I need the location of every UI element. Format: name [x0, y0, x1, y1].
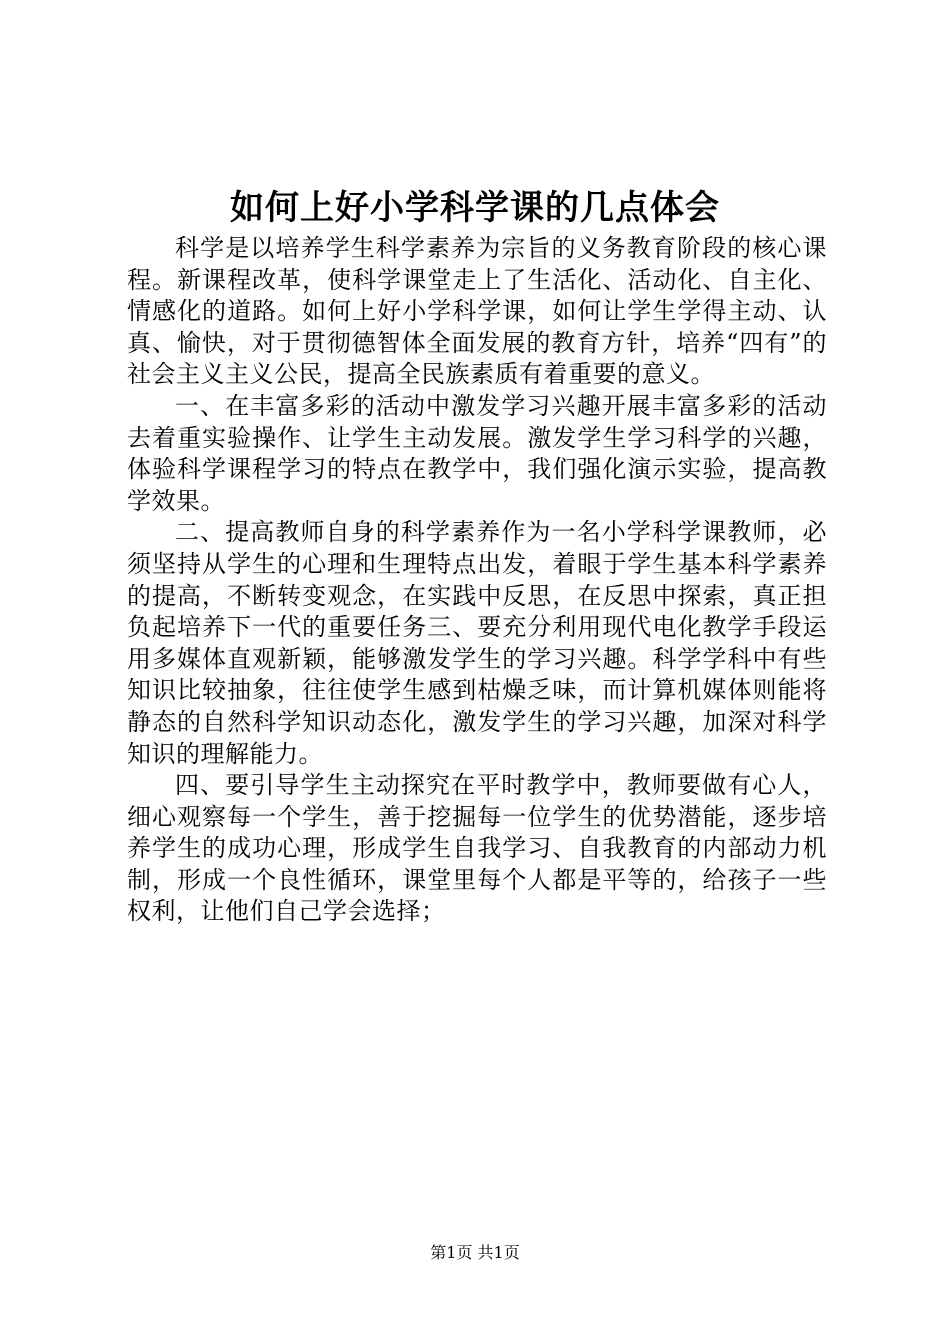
document-body: [127, 233, 827, 928]
paragraph-intro: 科学是以培养学生科学素养为宗旨的义务教育阶段的核心课程。新课程改革，使科学课堂走上了生活化、活动化、自主化、情感化的道路。如何上好小学科学课，如何让学生学得主动、认真、愉快，对于贯彻德智体全面发展的教育方针，培养“四有”的社会主义主义公民，提高全民族素质有着重要的意义。: [127, 234, 827, 389]
document-title: 如何上好小学科学课的几点体会: [230, 188, 720, 228]
page-footer: 第1页 共1页: [430, 1243, 520, 1262]
paragraph-section-1: 一、在丰富多彩的活动中激发学习兴趣开展丰富多彩的活动去着重实验操作、让学生主动发展。激发学生学习科学的兴趣，体验科学课程学习的特点在教学中，我们强化演示实验，提高教学效果。: [127, 391, 827, 515]
paragraph-section-2: 二、提高教师自身的科学素养作为一名小学科学课教师，必须坚持从学生的心理和生理特点出发，着眼于学生基本科学素养的提高，不断转变观念，在实践中反思，在反思中探索，真正担负起培养下一代的重要任务三、要充分利用现代电化教学手段运用多媒体直观新颖，能够激发学生的学习兴趣。科学学科中有些知识比较抽象，往往使学生感到枯燥乏味，而计算机媒体则能将静态的自然科学知识动态化，激发学生的学习兴趣，加深对科学知识的理解能力。: [127, 518, 827, 768]
paragraph-section-4: 四、要引导学生主动探究在平时教学中，教师要做有心人，细心观察每一个学生，善于挖掘每一位学生的优势潜能，逐步培养学生的成功心理，形成学生自我学习、自我教育的内部动力机制，形成一个良性循环，课堂里每个人都是平等的，给孩子一些权利，让他们自己学会选择；: [127, 771, 827, 926]
